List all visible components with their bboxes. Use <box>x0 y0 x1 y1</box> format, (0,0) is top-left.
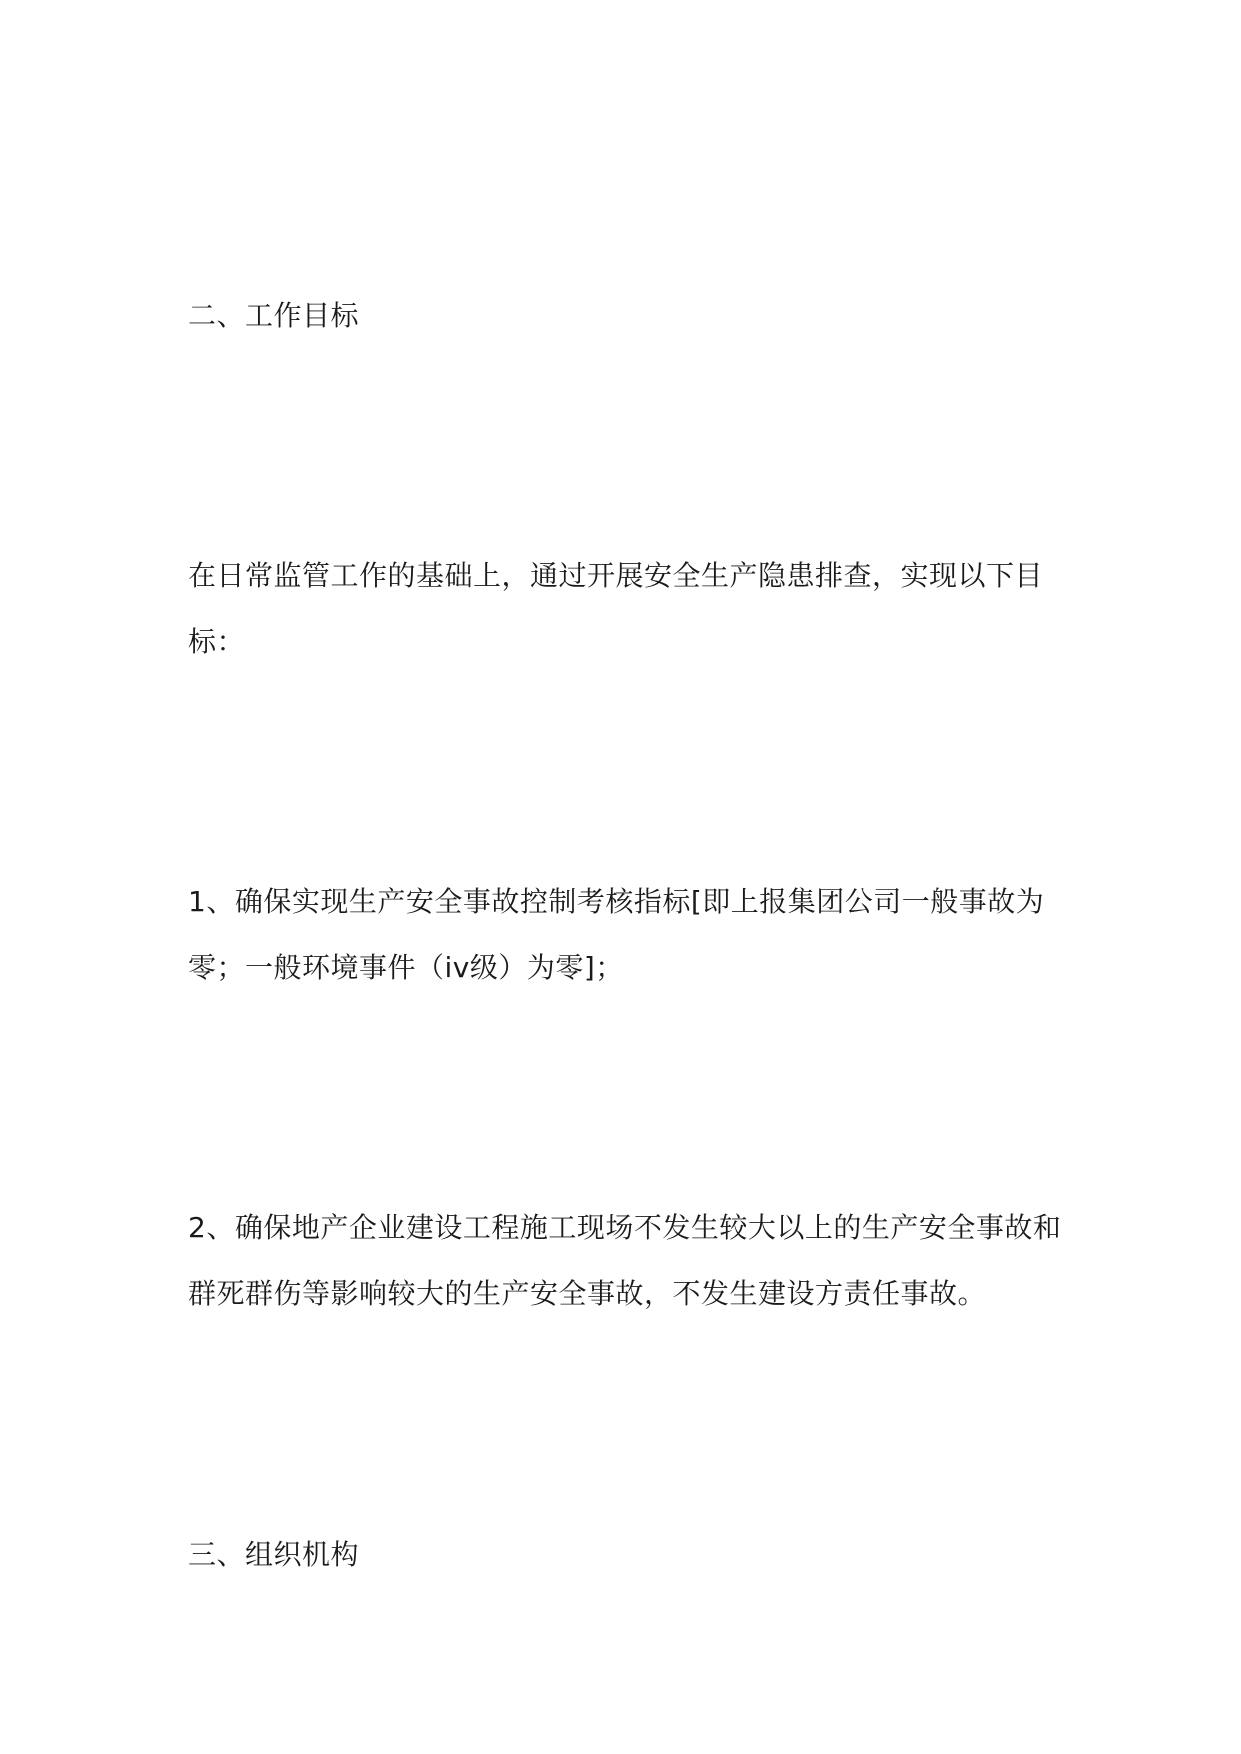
goal-item-1: 1、确保实现生产安全事故控制考核指标[即上报集团公司一般事故为零；一般环境事件（iv级）为零]； <box>188 885 1045 984</box>
section-heading-organization: 三、组织机构 <box>188 1538 360 1571</box>
intro-paragraph: 在日常监管工作的基础上，通过开展安全生产隐患排查，实现以下目标： <box>188 559 1044 658</box>
section-heading-work-goals: 二、工作目标 <box>188 299 360 332</box>
goal-item-2: 2、确保地产企业建设工程施工现场不发生较大以上的生产安全事故和群死群伤等影响较大的生产安全事故，不发生建设方责任事故。 <box>188 1211 1062 1310</box>
